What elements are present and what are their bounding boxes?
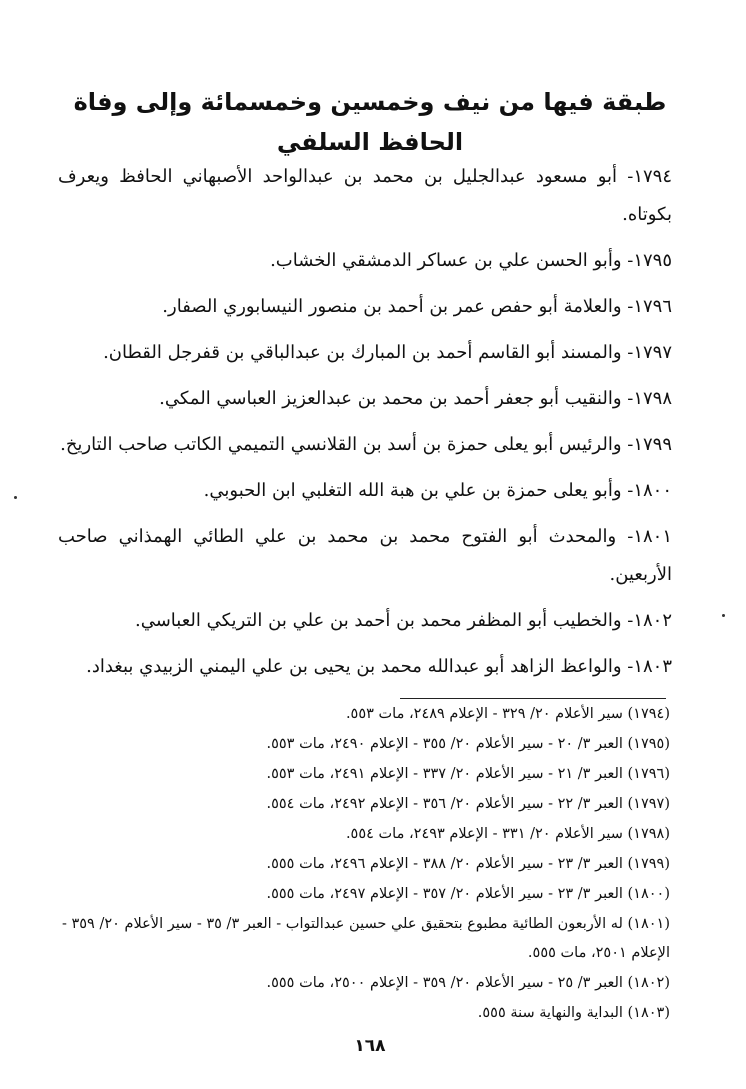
footnotes [52,700,670,1029]
entry-1797: ١٧٩٧- والمسند أبو القاسم أحمد بن المبارك بن عبدالباقي بن قفرجل القطان. [103,342,672,363]
footnote-1801: (١٨٠١) له الأربعون الطائية مطبوع بتحقيق علي حسين عبدالتواب - العبر ٣/ ٣٥ - سير الأعلام ٢٠/ ٣٥٩ - الإعلام ٢٥٠١، مات ٥٥٥. [61,916,670,961]
entry-1800: ١٨٠٠- وأبو يعلى حمزة بن علي بن هبة الله التغلبي ابن الحبوبي. [203,480,672,501]
footnote-1798: (١٧٩٨) سير الأعلام ٢٠/ ٣٣١ - الإعلام ٢٤٩٣، مات ٥٥٤. [345,826,670,842]
footnote-1802: (١٨٠٢) العبر ٣/ ٢٥ - سير الأعلام ٢٠/ ٣٥٩ - الإعلام ٢٥٠٠، مات ٥٥٥. [266,975,670,991]
scan-speck [14,496,17,499]
footnote-1799: (١٧٩٩) العبر ٣/ ٢٣ - سير الأعلام ٢٠/ ٣٨٨ - الإعلام ٢٤٩٦، مات ٥٥٥. [266,856,670,872]
entry-1796: ١٧٩٦- والعلامة أبو حفص عمر بن أحمد بن منصور النيسابوري الصفار. [162,296,672,317]
entry-1798: ١٧٩٨- والنقيب أبو جعفر أحمد بن محمد بن عبدالعزيز العباسي المكي. [159,388,672,409]
footnote-1797: (١٧٩٧) العبر ٣/ ٢٢ - سير الأعلام ٢٠/ ٣٥٦ - الإعلام ٢٤٩٢، مات ٥٥٤. [266,796,670,812]
footnote-1803: (١٨٠٣) البداية والنهاية سنة ٥٥٥. [477,1005,670,1021]
page-number: ١٦٨ [354,1036,386,1056]
footnote-1794: (١٧٩٤) سير الأعلام ٢٠/ ٣٢٩ - الإعلام ٢٤٨٩، مات ٥٥٣. [345,706,670,722]
footnote-1796: (١٧٩٦) العبر ٣/ ٢١ - سير الأعلام ٢٠/ ٣٣٧ - الإعلام ٢٤٩١، مات ٥٥٣. [266,766,670,782]
biography-entries [58,158,672,694]
entry-1795: ١٧٩٥- وأبو الحسن علي بن عساكر الدمشقي الخشاب. [270,250,672,271]
entry-1799: ١٧٩٩- والرئيس أبو يعلى حمزة بن أسد بن القلانسي التميمي الكاتب صاحب التاريخ. [60,434,672,455]
footnote-1800: (١٨٠٠) العبر ٣/ ٢٣ - سير الأعلام ٢٠/ ٣٥٧ - الإعلام ٢٤٩٧، مات ٥٥٥. [266,886,670,902]
entry-1794: ١٧٩٤- أبو مسعود عبدالجليل بن محمد بن عبدالواحد الأصبهاني الحافظ ويعرف بكوتاه. [58,166,672,225]
footnote-1795: (١٧٩٥) العبر ٣/ ٢٠ - سير الأعلام ٢٠/ ٣٥٥ - الإعلام ٢٤٩٠، مات ٥٥٣. [266,736,670,752]
scan-speck [722,614,725,617]
footnote-divider [400,698,666,699]
entry-1801: ١٨٠١- والمحدث أبو الفتوح محمد بن محمد بن علي الطائي الهمذاني صاحب الأربعين. [58,526,672,585]
entry-1803: ١٨٠٣- والواعظ الزاهد أبو عبدالله محمد بن يحيى بن علي اليمني الزبيدي ببغداد. [86,656,672,677]
entry-1802: ١٨٠٢- والخطيب أبو المظفر محمد بن أحمد بن علي بن التريكي العباسي. [135,610,672,631]
section-title: طبقة فيها من نيف وخمسين وخمسمائة وإلى وفاة الحافظ السلفي [73,88,667,156]
